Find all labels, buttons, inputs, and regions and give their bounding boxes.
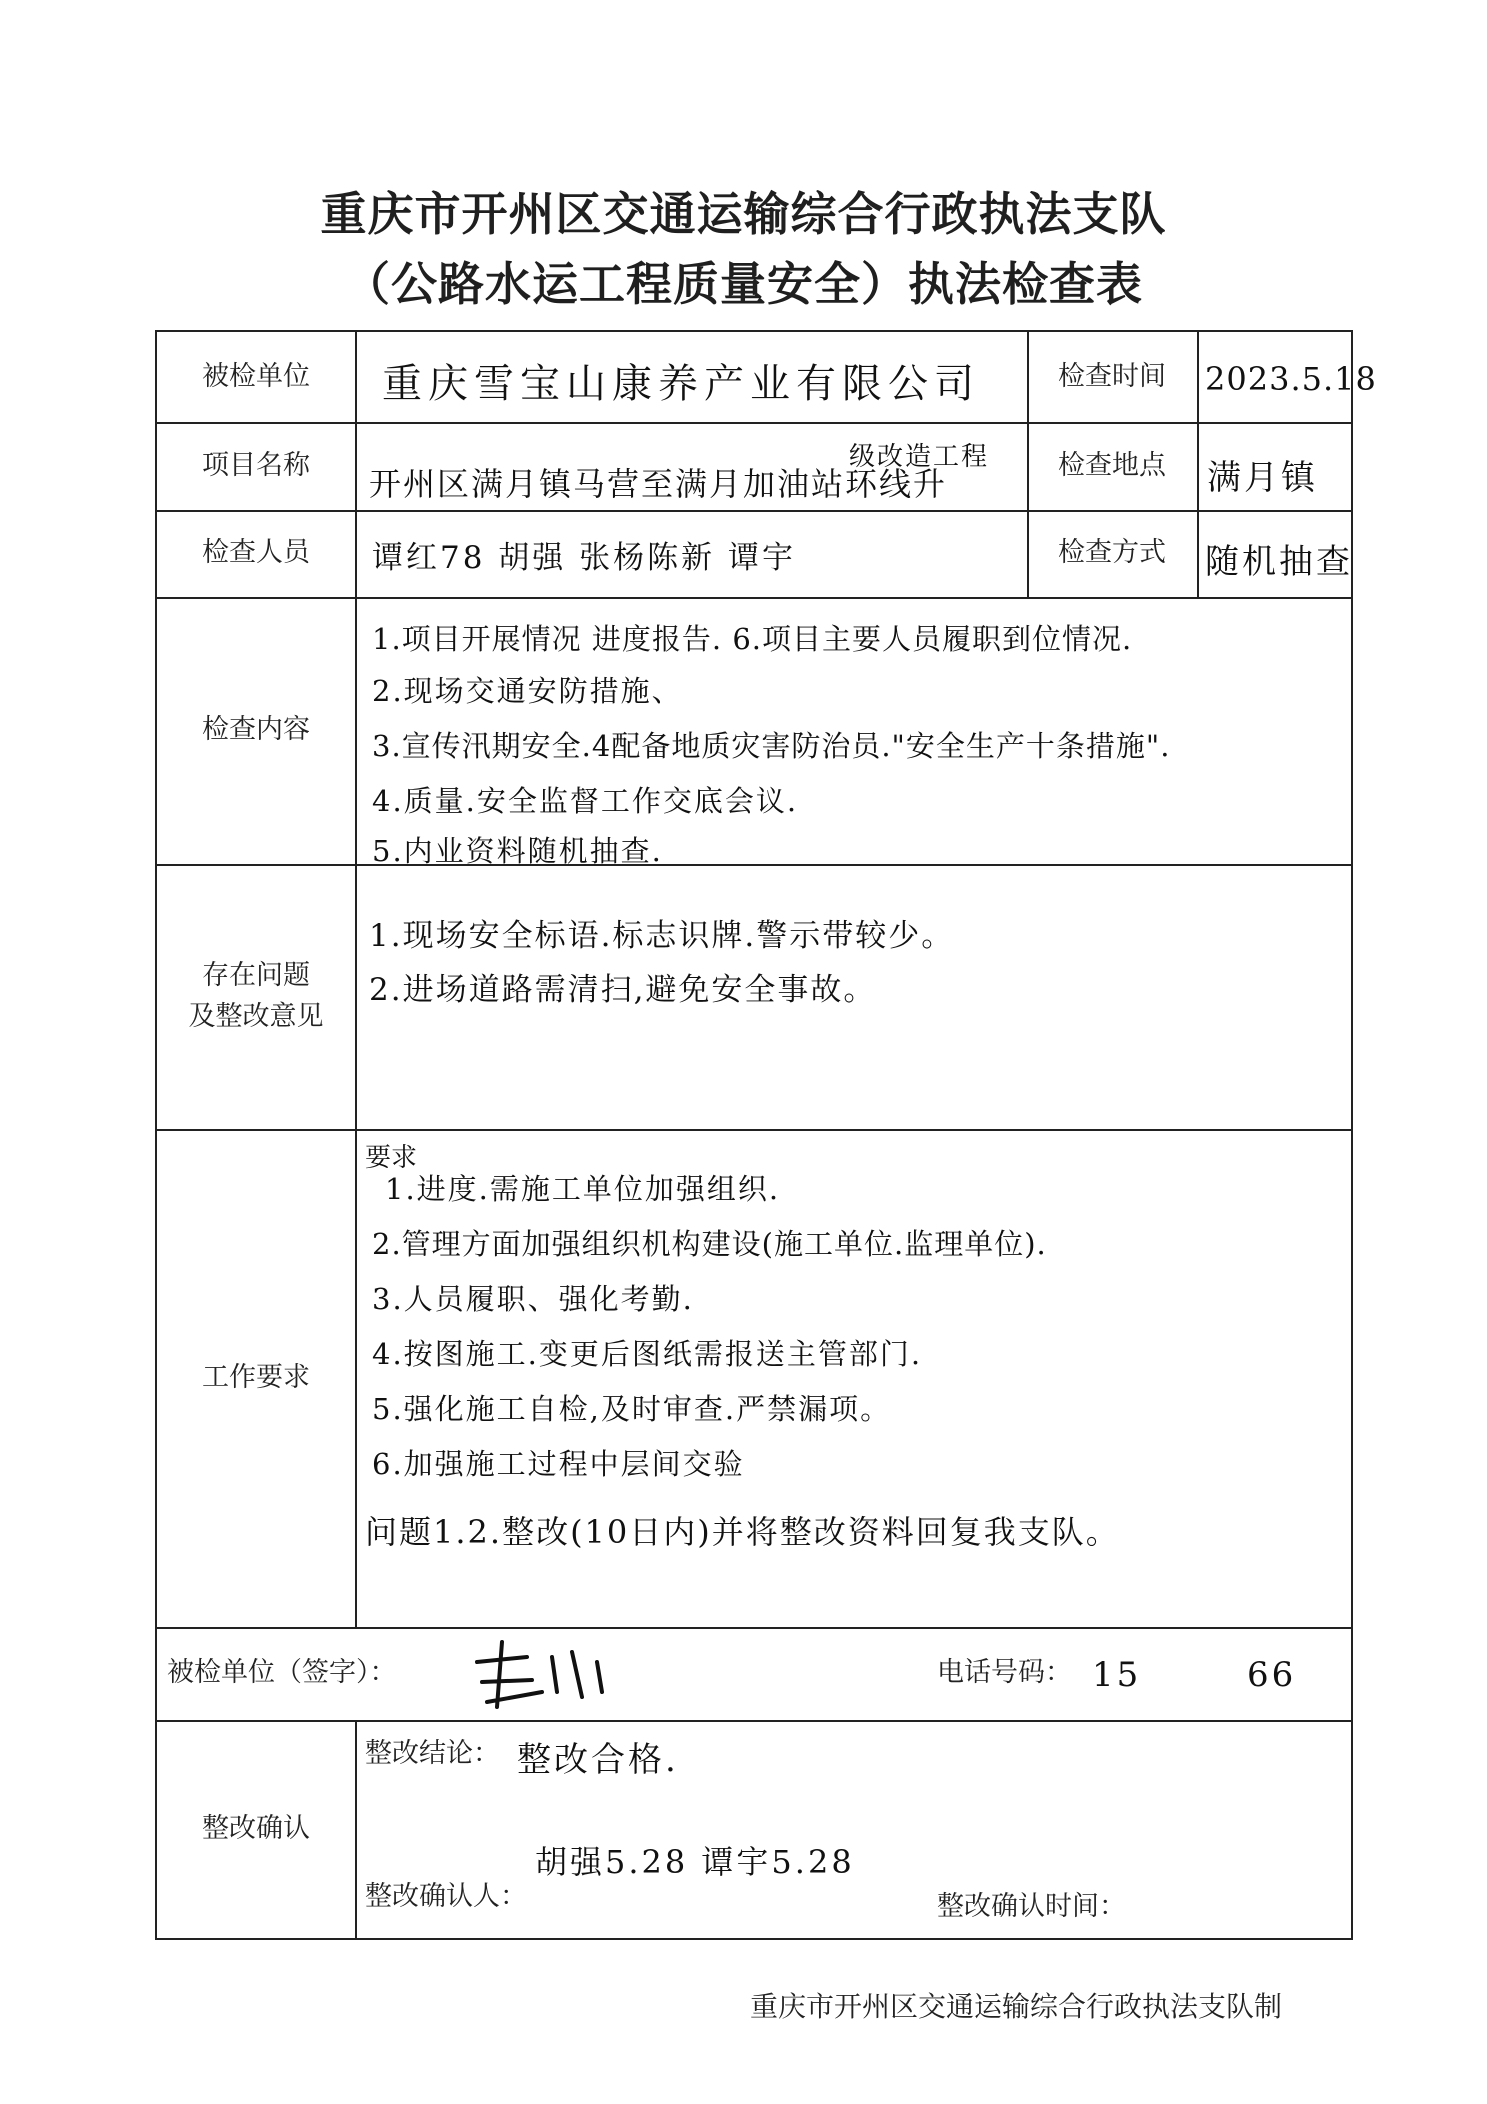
label-project-name: 项目名称 bbox=[202, 449, 310, 481]
value-inspect-place: 满月镇 bbox=[1207, 458, 1318, 498]
value-inspect-method: 随机抽查 bbox=[1205, 542, 1353, 582]
content-item: 5.内业资料随机抽查. bbox=[372, 834, 663, 868]
label-inspect-time: 检查时间 bbox=[1058, 360, 1166, 392]
requirement-item: 3.人员履职、强化考勤. bbox=[372, 1282, 694, 1316]
value-project-name: 开州区满月镇马营至满月加油站环线升 bbox=[369, 465, 948, 503]
label-confirm-time: 整改确认时间： bbox=[937, 1890, 1126, 1922]
requirement-item: 问题1.2.整改(10日内)并将整改资料回复我支队。 bbox=[365, 1513, 1120, 1551]
column-divider bbox=[355, 332, 357, 1627]
requirement-item: 1.进度.需施工单位加强组织. bbox=[385, 1172, 781, 1206]
signature-image bbox=[457, 1632, 627, 1717]
label-rectify-conclusion: 整改结论： bbox=[365, 1737, 500, 1769]
requirement-item: 6.加强施工过程中层间交验 bbox=[372, 1447, 745, 1481]
label-inspectors: 检查人员 bbox=[202, 537, 310, 569]
value-phone-end: 66 bbox=[1247, 1655, 1297, 1695]
label-inspect-place: 检查地点 bbox=[1058, 449, 1166, 481]
value-confirm-person: 胡强5.28 谭宇5.28 bbox=[535, 1843, 855, 1881]
label-inspect-method: 检查方式 bbox=[1058, 537, 1166, 569]
column-divider bbox=[1197, 332, 1199, 597]
requirement-item: 5.强化施工自检,及时审查.严禁漏项。 bbox=[372, 1392, 892, 1426]
value-rectify-conclusion: 整改合格. bbox=[517, 1740, 679, 1780]
label-problems: 存在问题 及整改意见 bbox=[188, 960, 324, 1032]
label-sign: 被检单位（签字）： bbox=[167, 1657, 397, 1689]
column-divider bbox=[355, 1720, 357, 1938]
inspection-form bbox=[155, 330, 1377, 1940]
label-inspected-unit: 被检单位 bbox=[202, 360, 310, 392]
requirements-head: 要求 bbox=[365, 1143, 418, 1173]
content-item: 1.项目开展情况 进度报告. 6.项目主要人员履职到位情况. bbox=[372, 622, 1133, 656]
label-rectify-confirm: 整改确认 bbox=[202, 1812, 310, 1844]
label-confirm-person: 整改确认人： bbox=[365, 1880, 527, 1912]
content-item: 4.质量.安全监督工作交底会议. bbox=[372, 784, 799, 818]
footer-maker: 重庆市开州区交通运输综合行政执法支队制 bbox=[750, 1990, 1283, 2023]
page-title: 重庆市开州区交通运输综合行政执法支队 bbox=[320, 187, 1167, 241]
page-subtitle: （公路水运工程质量安全）执法检查表 bbox=[344, 257, 1143, 311]
value-inspectors: 谭红78 胡强 张杨陈新 谭宇 bbox=[372, 540, 797, 576]
problem-item: 2.进场道路需清扫,避免安全事故。 bbox=[369, 972, 877, 1008]
requirement-item: 4.按图施工.变更后图纸需报送主管部门. bbox=[372, 1337, 923, 1371]
label-inspect-content: 检查内容 bbox=[202, 714, 310, 746]
value-inspect-time: 2023.5.18 bbox=[1205, 360, 1377, 398]
value-project-name-extra: 级改造工程 bbox=[849, 442, 990, 472]
content-item: 3.宣传汛期安全.4配备地质灾害防治员."安全生产十条措施". bbox=[372, 729, 1171, 763]
content-item: 2.现场交通安防措施、 bbox=[372, 674, 683, 708]
problem-item: 1.现场安全标语.标志识牌.警示带较少。 bbox=[369, 918, 955, 954]
requirement-item: 2.管理方面加强组织机构建设(施工单位.监理单位). bbox=[372, 1227, 1047, 1261]
value-phone-start: 15 bbox=[1092, 1655, 1142, 1695]
value-inspected-unit: 重庆雪宝山康养产业有限公司 bbox=[382, 361, 980, 407]
label-work-requirements: 工作要求 bbox=[202, 1361, 310, 1393]
label-phone: 电话号码： bbox=[937, 1657, 1072, 1689]
